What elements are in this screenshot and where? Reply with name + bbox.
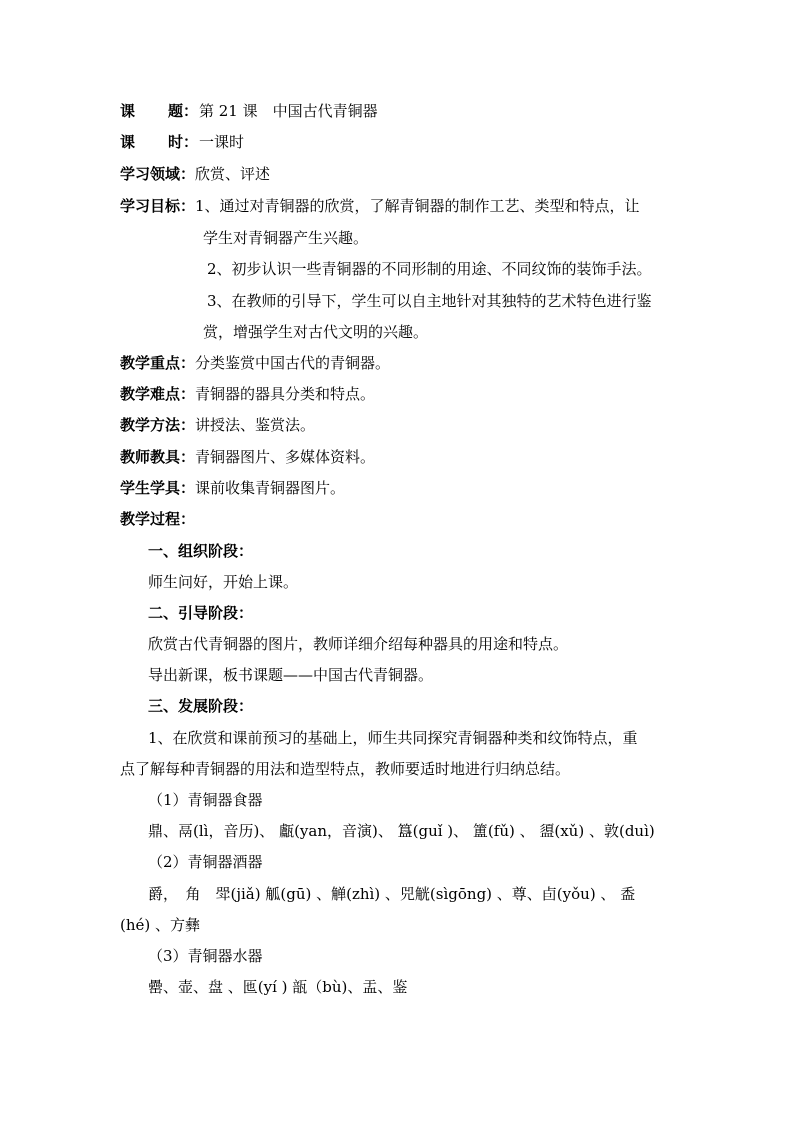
wine-vessels-items-line-1: 爵， 角 斝(jiǎ) 觚(gū) 、觯(zhì) 、兕觥(sìgōng) 、尊、卣(yǒu) 、 盉: [148, 885, 636, 903]
domain-row: [120, 164, 270, 184]
stage-3-title: 三、发展阶段：: [148, 697, 254, 715]
difficulty-value: 青铜器的器具分类和特点。: [195, 385, 376, 403]
key-point-row: [120, 353, 390, 373]
teacher-tools-label: 教师教具：: [120, 448, 196, 466]
water-vessels-items: 罍、壶、盘 、匜(yí ) 瓿（bù)、盂、鉴: [148, 978, 408, 996]
domain-value: 欣赏、评述: [195, 165, 271, 183]
objective-3-line-2: 赏，增强学生对古代文明的兴趣。: [203, 323, 429, 341]
topic-value: 第 21 课 中国古代青铜器: [199, 102, 378, 120]
food-vessels-items: 鼎、鬲(lì，音历)、 甗(yan，音演)、 簋(guǐ )、 簠(fǔ) 、 盨(xǔ) 、敦(duì): [148, 822, 655, 840]
objective-1-line-1: 1、通过对青铜器的欣赏，了解青铜器的制作工艺、类型和特点，让: [195, 197, 640, 215]
period-value: 一课时: [199, 133, 245, 151]
student-tools-label: 学生学具：: [120, 479, 196, 497]
period-label: 课 时：: [120, 133, 199, 151]
difficulty-label: 教学难点：: [120, 385, 196, 403]
objective-1-line-2: 学生对青铜器产生兴趣。: [203, 229, 369, 247]
objective-2: 2、初步认识一些青铜器的不同形制的用途、不同纹饰的装饰手法。: [207, 260, 652, 278]
key-point-value: 分类鉴赏中国古代的青铜器。: [195, 354, 391, 372]
topic-row: [120, 101, 378, 121]
stage-2-text-2: 导出新课，板书课题——中国古代青铜器。: [148, 666, 434, 684]
student-tools-row: [120, 478, 345, 498]
domain-label: 学习领域：: [120, 165, 196, 183]
stage-3-text-line-2: 点了解每种青铜器的用法和造型特点，教师要适时地进行归纳总结。: [120, 760, 571, 778]
key-point-label: 教学重点：: [120, 354, 196, 372]
process-heading: 教学过程：: [120, 510, 196, 528]
difficulty-row: [120, 384, 375, 404]
teacher-tools-row: [120, 447, 375, 467]
stage-2-text-1: 欣赏古代青铜器的图片，教师详细介绍每种器具的用途和特点。: [148, 635, 569, 653]
student-tools-value: 课前收集青铜器图片。: [195, 479, 346, 497]
stage-1-title: 一、组织阶段：: [148, 542, 254, 560]
stage-2-title: 二、引导阶段：: [148, 604, 254, 622]
method-row: [120, 415, 315, 435]
topic-label: 课 题：: [120, 102, 199, 120]
period-row: [120, 132, 244, 152]
objectives-row: [120, 196, 640, 216]
method-label: 教学方法：: [120, 416, 196, 434]
food-vessels-title: （1）青铜器食器: [148, 791, 263, 809]
stage-1-text: 师生问好，开始上课。: [148, 573, 299, 591]
water-vessels-title: （3）青铜器水器: [148, 947, 263, 965]
method-value: 讲授法、鉴赏法。: [195, 416, 316, 434]
teacher-tools-value: 青铜器图片、多媒体资料。: [195, 448, 376, 466]
stage-3-text-line-1: 1、在欣赏和课前预习的基础上，师生共同探究青铜器种类和纹饰特点，重: [148, 729, 638, 747]
objectives-label: 学习目标：: [120, 197, 196, 215]
objective-3-line-1: 3、在教师的引导下，学生可以自主地针对其独特的艺术特色进行鉴: [207, 292, 652, 310]
wine-vessels-items-line-2: (hé) 、方彝: [120, 916, 201, 934]
wine-vessels-title: （2）青铜器酒器: [148, 853, 263, 871]
